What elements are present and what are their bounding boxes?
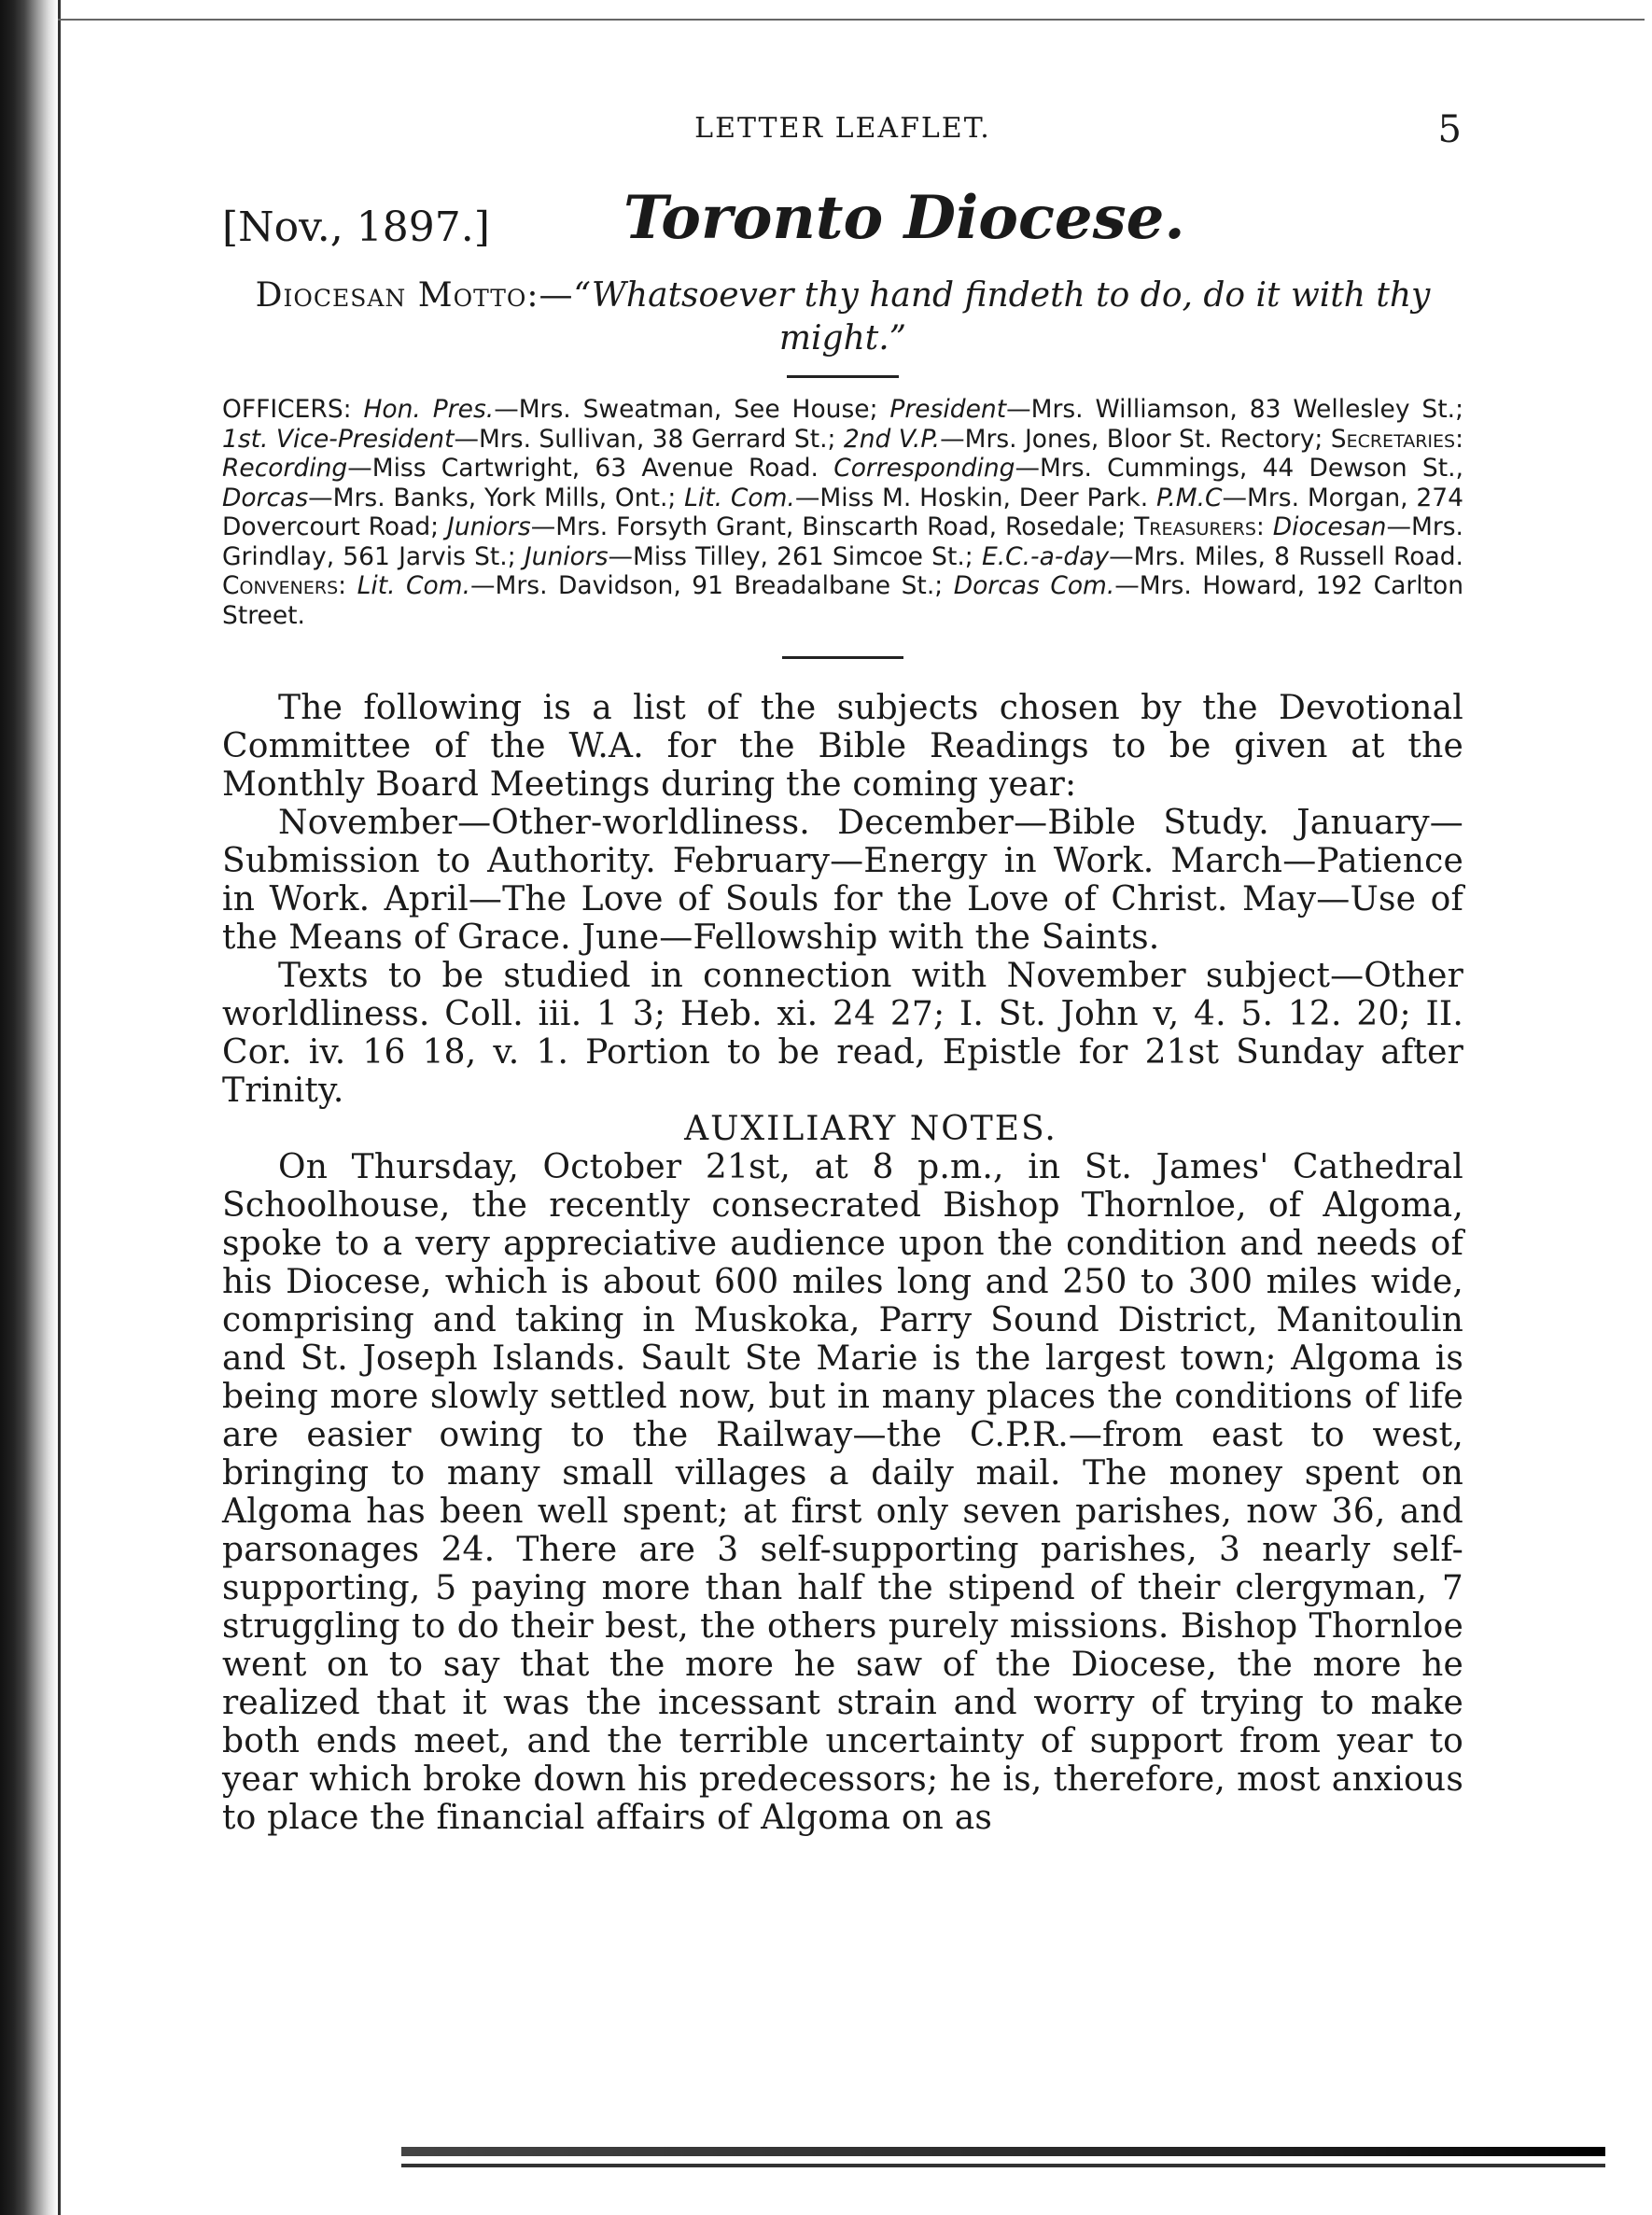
officer-role: Diocesan — [1272, 512, 1387, 541]
notes-paragraph: On Thursday, October 21st, at 8 p.m., in St. James' Cathedral Schoolhouse, the recently consecrated Bishop Thornloe, of Algoma, spoke to a very appreciative audience upon the condition and needs of his Diocese, which is about 600 miles long and 250 to 300 miles wide, comprising and taking in Muskoka, Parry Sound District, Manitoulin and St. Joseph Islands. Sault Ste Marie is the largest town; Algoma is being more slowly settled now, but in many places the conditions of life are easier owing to the Railway—the C.P.R.—from east to west, bringing to many small villages a daily mail. The money spent on Algoma has been well spent; at first only seven parishes, now 36, and parsonages 24. There are 3 self-supporting parishes, 3 nearly self-supporting, 5 paying more than half the stipend of their clergyman, 7 struggling to do their best, the others purely missions. Bishop Thornloe went on to say that the more he saw of the Diocese, the more he realized that it was the incessant strain and worry of trying to make both ends meet, and the terrible uncertainty of support from year to year which broke down his predecessors; he is, therefore, most anxious to place the financial affairs of Algoma on as — [222, 1148, 1463, 1837]
officer-role: Juniors — [447, 512, 531, 541]
issue-date: [Nov., 1897.] — [222, 203, 490, 251]
officer-entry: —Mrs. Miles, 8 Russell Road. — [1109, 541, 1463, 571]
footer-rule — [401, 2147, 1605, 2156]
intro-paragraph: The following is a list of the subjects chosen by the Devotional Committee of the W.A. for the Bible Readings to be given at the Monthly Board Meetings during the coming year: — [222, 689, 1463, 804]
officer-role: Recording — [222, 454, 348, 483]
page-title: Toronto Diocese. — [623, 183, 1185, 253]
running-title: LETTER LEAFLET. — [694, 112, 991, 145]
binding-shadow — [0, 0, 58, 2215]
treasurers-label: Treasurers: — [1134, 512, 1265, 541]
officer-role: President — [889, 395, 1007, 424]
conveners-label: Conveners: — [222, 571, 347, 600]
officer-entry: —Mrs. Cummings, 44 Dewson St., — [1015, 454, 1463, 483]
officer-entry: —Miss Tilley, 261 Simcoe St.; — [608, 541, 973, 571]
officer-role: P.M.C — [1155, 483, 1223, 512]
officer-role: Dorcas Com. — [953, 571, 1115, 600]
officer-role: 1st. Vice-President — [222, 424, 455, 454]
texts-paragraph: Texts to be studied in connection with November subject—Other worldliness. Coll. iii. 1 3; Heb. xi. 24 27; I. St. John v, 4. 5. 12. 20; II. Cor. iv. 16 18, v. 1. Portion to be read, Epistle for 21st Sunday after Trinity. — [222, 957, 1463, 1110]
divider-rule — [782, 656, 903, 659]
binding-edge-line — [58, 0, 61, 2215]
officer-role: Lit. Com. — [357, 571, 471, 600]
officer-role: Hon. Pres. — [363, 395, 495, 424]
officer-entry: —Mrs. Jones, Bloor St. Rectory; — [940, 424, 1323, 454]
top-edge-line — [58, 19, 1645, 21]
document-page — [222, 108, 1463, 1837]
motto-quote: “Whatsoever thy hand findeth to do, do it with thy might.” — [573, 276, 1431, 357]
footer-rule — [401, 2164, 1605, 2167]
motto-lead: Diocesan Motto:— — [255, 276, 574, 315]
officer-entry: —Mrs. Howard, 192 Carlton Street. — [222, 571, 1463, 630]
officer-entry: —Mrs. Williamson, 83 Wellesley St.; — [1006, 395, 1463, 424]
officer-entry: —Mrs. Sweatman, See House; — [494, 395, 878, 424]
secretaries-label: Secretaries: — [1330, 424, 1463, 454]
officer-role: Corresponding — [833, 454, 1015, 483]
page-number: 5 — [1437, 108, 1463, 151]
diocesan-motto — [222, 274, 1463, 360]
officer-role: Dorcas — [222, 483, 309, 512]
officer-entry: —Miss Cartwright, 63 Avenue Road. — [347, 454, 819, 483]
officer-role: Juniors — [524, 541, 609, 571]
officer-role: Lit. Com. — [684, 483, 795, 512]
officer-role: 2nd V.P. — [843, 424, 941, 454]
officer-entry: —Mrs. Banks, York Mills, Ont.; — [308, 483, 677, 512]
officer-entry: —Mrs. Morgan, 274 Dovercourt Road; — [222, 483, 1463, 541]
masthead — [222, 181, 1463, 274]
officer-entry: —Mrs. Sullivan, 38 Gerrard St.; — [454, 424, 836, 454]
officer-entry: —Mrs. Grindlay, 561 Jarvis St.; — [222, 512, 1463, 571]
officer-entry: —Miss M. Hoskin, Deer Park. — [794, 483, 1149, 512]
running-head — [222, 108, 1463, 159]
officers-list — [222, 395, 1463, 630]
officer-entry: —Mrs. Forsyth Grant, Binscarth Road, Rosedale; — [530, 512, 1127, 541]
subjects-paragraph: November—Other-worldliness. December—Bible Study. January—Submission to Authority. February—Energy in Work. March—Patience in Work. April—The Love of Souls for the Love of Christ. May—Use of the Means of Grace. June—Fellowship with the Saints. — [222, 804, 1463, 957]
officer-entry: —Mrs. Davidson, 91 Breadalbane St.; — [470, 571, 944, 600]
officers-label: OFFICERS: — [222, 395, 352, 424]
section-heading: AUXILIARY NOTES. — [684, 1110, 1057, 1148]
article-body — [222, 689, 1463, 1837]
divider-rule — [787, 375, 899, 378]
officer-role: E.C.-a-day — [981, 541, 1110, 571]
